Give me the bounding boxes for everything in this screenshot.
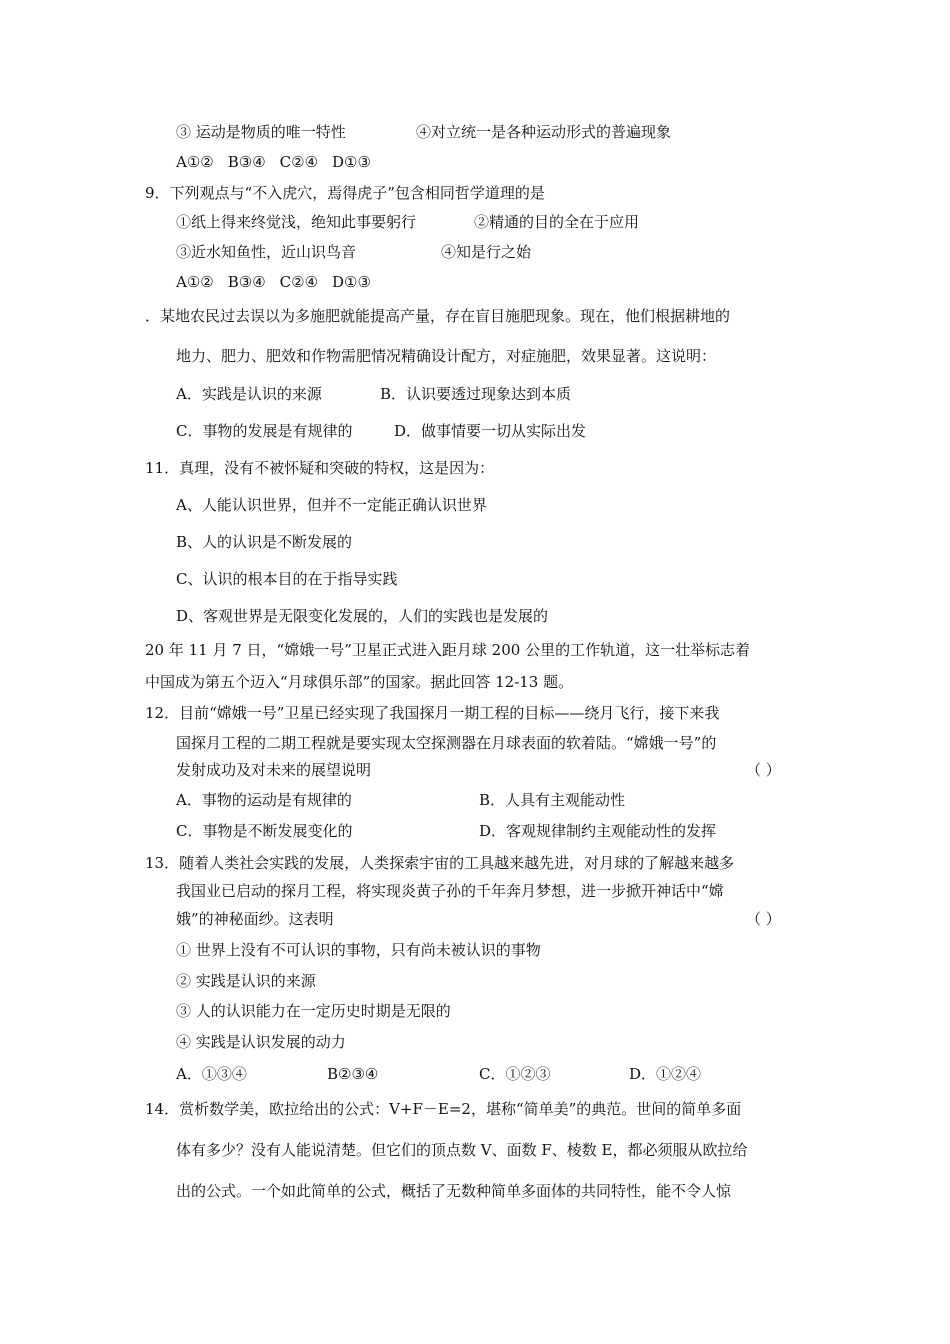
q14-line1: 14．赏析数学美，欧拉给出的公式：V+F－E=2，堪称“简单美”的典范。世间的简单多面 (145, 1100, 742, 1118)
q8-answer-b: B③④ (227, 153, 266, 171)
q9-answer-b: B③④ (227, 273, 266, 291)
q10-option-c: C．事物的发展是有规律的 (176, 422, 353, 440)
q12-line1: 12．目前“嫦娥一号”卫星已经实现了我国探月一期工程的目标——绕月飞行，接下来我 (145, 704, 720, 722)
q8-statement-4: ④对立统一是各种运动形式的普遍现象 (416, 123, 672, 141)
q11-option-c: C、认识的根本目的在于指导实践 (176, 570, 398, 588)
q13-option-a: A．①③④ (176, 1065, 247, 1083)
q11-option-d: D、客观世界是无限变化发展的，人们的实践也是发展的 (176, 607, 549, 625)
q9-statement-2: ②精通的目的全在于应用 (474, 213, 640, 231)
q9-statement-4: ④知是行之始 (441, 243, 532, 261)
q10-option-a: A．实践是认识的来源 (176, 385, 322, 403)
intro-line1: 20 年 11 月 7 日，“嫦娥一号”卫星正式进入距月球 200 公里的工作轨道，这一壮举标志着 (145, 641, 751, 659)
q9-statement-1: ①纸上得来终觉浅，绝知此事要躬行 (176, 213, 417, 231)
intro-line2: 中国成为第五个迈入“月球俱乐部”的国家。据此回答 12-13 题。 (145, 673, 574, 691)
q13-statement-3: ③ 人的认识能力在一定历史时期是无限的 (176, 1002, 451, 1020)
q8-answer-c: C②④ (279, 153, 319, 171)
q9-statement-3: ③近水知鱼性，近山识鸟音 (176, 243, 357, 261)
q12-line3: 发射成功及对未来的展望说明 (176, 761, 372, 779)
q13-option-b: B②③④ (327, 1065, 379, 1083)
q10-line2: 地力、肥力、肥效和作物需肥情况精确设计配方，对症施肥，效果显著。这说明： (176, 347, 717, 365)
q12-answer-blank: （ ） (746, 761, 781, 779)
q9-answer-c: C②④ (279, 273, 319, 291)
q13-answer-blank: （ ） (746, 910, 781, 928)
q10-option-d: D．做事情要一切从实际出发 (394, 422, 587, 440)
q9-stem: 9．下列观点与“不入虎穴，焉得虎子”包含相同哲学道理的是 (145, 184, 545, 202)
q12-line2: 国探月工程的二期工程就是要实现太空探测器在月球表面的软着陆。“嫦娥一号”的 (176, 734, 717, 752)
q13-line1: 13．随着人类社会实践的发展，人类探索宇宙的工具越来越先进，对月球的了解越来越多 (145, 854, 735, 872)
q8-answers (176, 152, 385, 172)
q13-statement-4: ④ 实践是认识发展的动力 (176, 1033, 346, 1051)
q14-line2: 体有多少？没有人能说清楚。但它们的顶点数 V、面数 F、棱数 E，都必须服从欧拉给 (176, 1141, 748, 1159)
q9-answer-a: A①② (176, 273, 214, 291)
q12-option-a: A．事物的运动是有规律的 (176, 791, 352, 809)
q13-statement-2: ② 实践是认识的来源 (176, 972, 316, 990)
q14-line3: 出的公式。一个如此简单的公式，概括了无数种简单多面体的共同特性，能不令人惊 (176, 1182, 732, 1200)
q13-line3: 娥”的神秘面纱。这表明 (176, 910, 334, 928)
q8-answer-d: D①③ (332, 153, 371, 171)
q11-option-a: A、人能认识世界，但并不一定能正确认识世界 (176, 496, 487, 514)
q13-option-c: C．①②③ (479, 1065, 551, 1083)
q12-option-d: D．客观规律制约主观能动性的发挥 (479, 822, 717, 840)
q13-option-d: D．①②④ (629, 1065, 702, 1083)
q8-answer-a: A①② (176, 153, 214, 171)
q8-statement-3: ③ 运动是物质的唯一特性 (176, 123, 346, 141)
q10-line1: ．某地农民过去误以为多施肥就能提高产量，存在盲目施肥现象。现在，他们根据耕地的 (145, 307, 731, 325)
q12-option-c: C．事物是不断发展变化的 (176, 822, 353, 840)
q11-stem: 11．真理，没有不被怀疑和突破的特权，这是因为： (145, 459, 495, 477)
q13-line2: 我国业已启动的探月工程，将实现炎黄子孙的千年奔月梦想，进一步掀开神话中“嫦 (176, 882, 724, 900)
q10-option-b: B．认识要透过现象达到本质 (380, 385, 572, 403)
q9-answer-d: D①③ (332, 273, 371, 291)
q11-option-b: B、人的认识是不断发展的 (176, 533, 353, 551)
q12-option-b: B．人具有主观能动性 (479, 791, 626, 809)
q13-statement-1: ① 世界上没有不可认识的事物，只有尚未被认识的事物 (176, 941, 541, 959)
q9-answers (176, 272, 385, 292)
